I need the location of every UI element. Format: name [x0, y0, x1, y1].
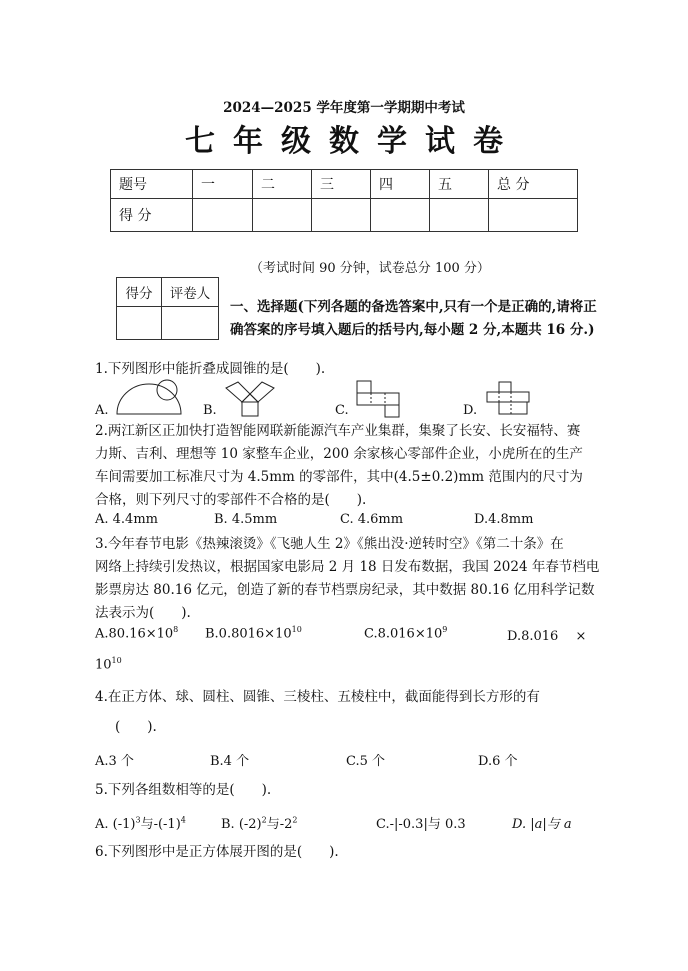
exponent: 4: [180, 815, 186, 825]
score-cell[interactable]: [253, 199, 312, 232]
score-table-header: 一: [193, 170, 253, 199]
option-text: 与-(-1): [140, 817, 181, 832]
exam-info: （考试时间 90 分钟，试卷总分 100 分）: [250, 261, 490, 276]
question-line: 网络上持续引发热议，根据国家电影局 2 月 18 日发布数据，我国 2024 年春节档电: [95, 559, 600, 575]
score-table: [110, 169, 578, 232]
option-text: 与-2: [266, 817, 293, 832]
q3-option-b[interactable]: [205, 625, 302, 641]
cone-net-figure-b: [220, 378, 280, 418]
option-text: 10: [95, 657, 112, 673]
section1-heading: [230, 296, 640, 342]
q4-option-a[interactable]: A.3 个: [95, 754, 134, 769]
exam-title: 七年级数学试卷: [185, 124, 521, 159]
score-table-header: 题号: [111, 170, 193, 199]
q1-option-b[interactable]: B.: [203, 403, 217, 418]
q5-option-b[interactable]: [221, 813, 297, 832]
score-table-header: 总 分: [489, 170, 578, 199]
question-3-stem: [95, 533, 601, 625]
score-table-header: 五: [430, 170, 489, 199]
cone-net-figure-a: [113, 378, 191, 418]
question-6-stem: 6.下列图形中是正方体展开图的是( ).: [95, 844, 339, 860]
q2-option-c[interactable]: C. 4.6mm: [340, 512, 404, 527]
exponent: 3: [135, 815, 141, 825]
q2-option-a[interactable]: A. 4.4mm: [95, 512, 158, 527]
q5-option-d[interactable]: D. |a|与 a: [512, 817, 572, 832]
score-table-header: 三: [312, 170, 371, 199]
section1-line: 确答案的序号填入题后的括号内,每小题 2 分,本题共 16 分.): [230, 322, 595, 338]
question-line: 力斯、吉利、理想等 10 家整车企业，200 余家核心零部件企业，小虎所在的生产: [95, 446, 583, 462]
grader-name-cell[interactable]: [162, 307, 219, 340]
score-cell[interactable]: [312, 199, 371, 232]
cube-net-figure-c: [352, 378, 404, 418]
score-table-header: 二: [253, 170, 312, 199]
q1-option-c[interactable]: C.: [335, 403, 349, 418]
question-1-stem: 1.下列图形中能折叠成圆锥的是( ).: [95, 361, 326, 377]
q5-option-a[interactable]: [95, 813, 186, 832]
question-line: 合格，则下列尺寸的零部件不合格的是( ).: [95, 492, 367, 508]
q4-option-b[interactable]: B.4 个: [210, 754, 250, 769]
score-row-label: 得 分: [111, 199, 193, 232]
exponent: 10: [291, 625, 302, 634]
grader-name-label: 评卷人: [162, 278, 219, 307]
question-line: 3.今年春节电影《热辣滚烫》《飞驰人生 2》《熊出没·逆转时空》《第二十条》在: [95, 536, 564, 552]
option-text: B. (-2): [221, 817, 262, 832]
exponent: 2: [261, 815, 267, 825]
question-4-stem: 4.在正方体、球、圆柱、圆锥、三棱柱、五棱柱中，截面能得到长方形的有: [95, 689, 540, 705]
q4-option-d[interactable]: D.6 个: [478, 754, 518, 769]
q1-option-a[interactable]: A.: [95, 403, 109, 418]
option-text: A. (-1): [95, 817, 136, 832]
question-5-stem: 5.下列各组数相等的是( ).: [95, 782, 272, 798]
option-text: C.8.016×10: [364, 626, 443, 642]
score-cell[interactable]: [193, 199, 253, 232]
exam-subtitle: 2024—2025 学年度第一学期期中考试: [223, 100, 465, 116]
q3-option-c[interactable]: [364, 625, 447, 641]
grader-score-cell[interactable]: [117, 307, 162, 340]
section1-line: 一、选择题(下列各题的备选答案中,只有一个是正确的,请将正: [230, 299, 597, 315]
q2-option-d[interactable]: D.4.8mm: [474, 512, 534, 527]
score-table-header: 四: [371, 170, 430, 199]
cube-net-figure-d: [483, 380, 533, 418]
exponent: 8: [173, 625, 179, 634]
q3-option-d[interactable]: D.8.016 ×: [507, 629, 587, 644]
score-cell[interactable]: [489, 199, 578, 232]
question-2-stem: [95, 420, 601, 512]
option-text: B.0.8016×10: [205, 626, 292, 642]
q1-option-d[interactable]: D.: [463, 403, 478, 418]
q4-option-c[interactable]: C.5 个: [346, 754, 386, 769]
question-line: 2.两江新区正加快打造智能网联新能源汽车产业集群，集聚了长安、长安福特、赛: [95, 423, 581, 439]
score-cell[interactable]: [430, 199, 489, 232]
grader-score-label: 得分: [117, 278, 162, 307]
exponent: 2: [292, 815, 298, 825]
exponent: 9: [442, 625, 448, 634]
question-line: 车间需要加工标准尺寸为 4.5mm 的零部件，其中(4.5±0.2)mm 范围内的尺寸为: [95, 469, 583, 485]
grader-table: [116, 277, 219, 340]
question-line: 法表示为( ).: [95, 605, 191, 621]
q5-option-c[interactable]: C.-|-0.3|与 0.3: [376, 817, 466, 832]
question-line: 影票房达 80.16 亿元，创造了新的春节档票房纪录，其中数据 80.16 亿用科学记数: [95, 582, 595, 598]
q2-option-b[interactable]: B. 4.5mm: [214, 512, 278, 527]
question-4-blank: ( ).: [115, 719, 157, 735]
q3-option-d-continued: [95, 656, 122, 672]
q3-option-a[interactable]: [95, 625, 178, 641]
score-cell[interactable]: [371, 199, 430, 232]
exponent: 10: [111, 656, 122, 665]
option-text: A.80.16×10: [95, 626, 174, 642]
